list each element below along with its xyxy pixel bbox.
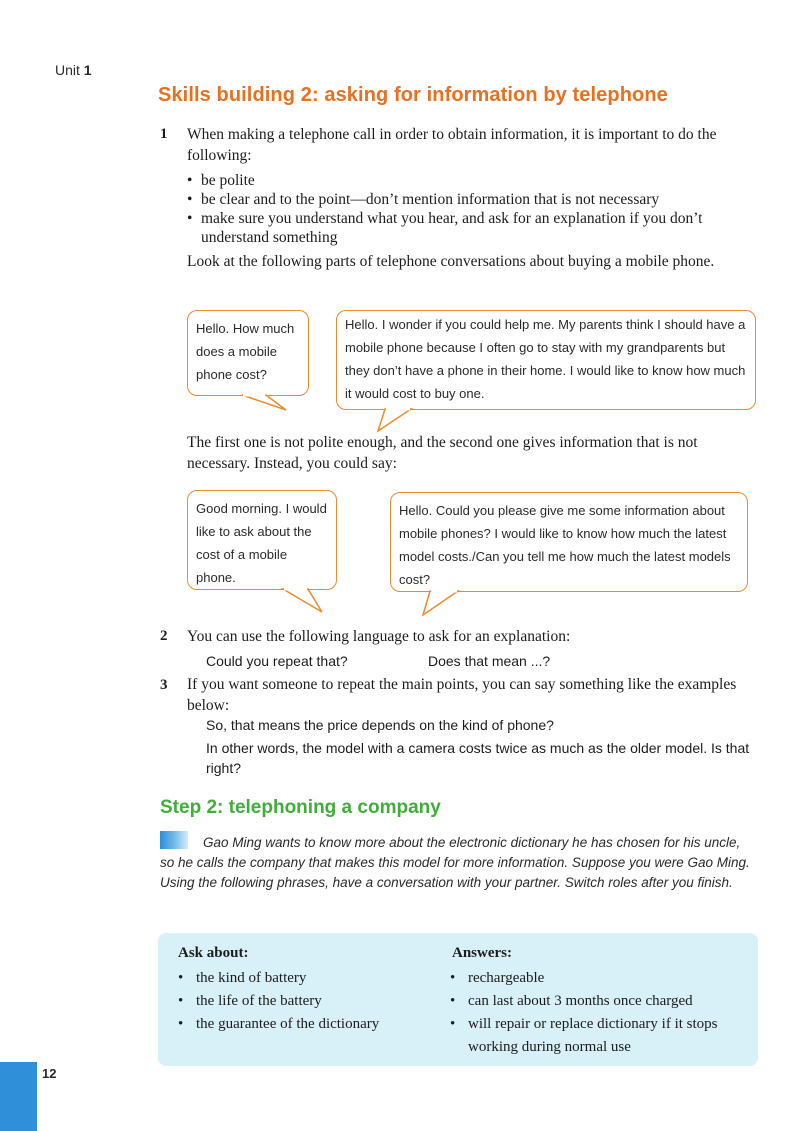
example-1: So, that means the price depends on the kind of phone? <box>206 717 554 733</box>
item1-explanation: The first one is not polite enough, and the second one gives information that is not necessary. Instead, you could say: <box>187 434 698 472</box>
item1-look-text: Look at the following parts of telephone conversations about buying a mobile phone. <box>187 253 715 270</box>
bubble-text: Hello. Could you please give me some information about mobile phones? I would like to know how much the latest model costs./Can you tell me how much the latest models cost? <box>399 503 731 587</box>
phrase-repeat: Could you repeat that? <box>206 653 348 669</box>
item3-text: If you want someone to repeat the main points, you can say something like the examples below: <box>187 676 737 714</box>
bubble-tail <box>240 394 300 412</box>
ask-about-heading: Ask about: <box>178 945 249 961</box>
item1-bullet-list <box>187 171 747 247</box>
list-item: • make sure you understand what you hear, and ask for an explanation if you don’t understand something <box>187 209 747 247</box>
list-item: • be polite <box>187 171 747 190</box>
item-number-2: 2 <box>160 628 168 644</box>
example-2: In other words, the model with a camera costs twice as much as the older model. Is that right? <box>206 740 750 776</box>
page-edge-tab <box>0 1062 37 1131</box>
step-intro: Gao Ming wants to know more about the electronic dictionary he has chosen for his uncle, so he calls the company that makes this model for more information. Suppose you were Gao Ming. Using the following phrases, have a conversation with your partner. Switch roles after you finish. <box>160 835 750 890</box>
section-title: Skills building 2: asking for information by telephone <box>158 84 668 106</box>
bubble-text: Hello. I wonder if you could help me. My parents think I should have a mobile phone because I often go to stay with my grandparents but they don’t have a phone in their home. I would like to know how much it would cost to buy one. <box>345 317 746 401</box>
list-item: • the kind of battery <box>178 967 440 990</box>
item-number-1: 1 <box>160 126 168 142</box>
speech-bubble-too-much-info <box>336 310 756 410</box>
list-item: • the guarantee of the dictionary <box>178 1013 440 1036</box>
unit-word: Unit <box>55 62 80 78</box>
item2-text: You can use the following language to ask for an explanation: <box>187 628 571 645</box>
item-number-3: 3 <box>160 677 168 693</box>
phrase-does-that-mean: Does that mean ...? <box>428 653 551 669</box>
speech-bubble-impolite <box>187 310 309 396</box>
list-item: • can last about 3 months once charged <box>450 990 748 1013</box>
page-number: 12 <box>42 1066 57 1081</box>
list-item: • will repair or replace dictionary if it stops working during normal use <box>450 1013 748 1059</box>
bubble-tail <box>418 590 468 618</box>
answers-list <box>450 967 748 1059</box>
bubble-text: Good morning. I would like to ask about the cost of a mobile phone. <box>196 501 327 585</box>
speech-bubble-polite <box>187 490 337 590</box>
unit-number: 1 <box>83 62 92 78</box>
answers-heading: Answers: <box>452 945 512 961</box>
list-item: • the life of the battery <box>178 990 440 1013</box>
speech-bubble-clear <box>390 492 748 592</box>
list-item: • be clear and to the point—don’t mention information that is not necessary <box>187 190 747 209</box>
ask-about-list <box>178 967 440 1036</box>
bubble-text: Hello. How much does a mobile phone cost? <box>196 321 295 382</box>
bubble-tail <box>280 588 330 616</box>
unit-label <box>55 62 92 78</box>
bubble-tail <box>375 408 425 434</box>
step-title: Step 2: telephoning a company <box>160 797 441 818</box>
list-item: • rechargeable <box>450 967 748 990</box>
item1-intro: When making a telephone call in order to obtain information, it is important to do the following: <box>187 126 717 164</box>
